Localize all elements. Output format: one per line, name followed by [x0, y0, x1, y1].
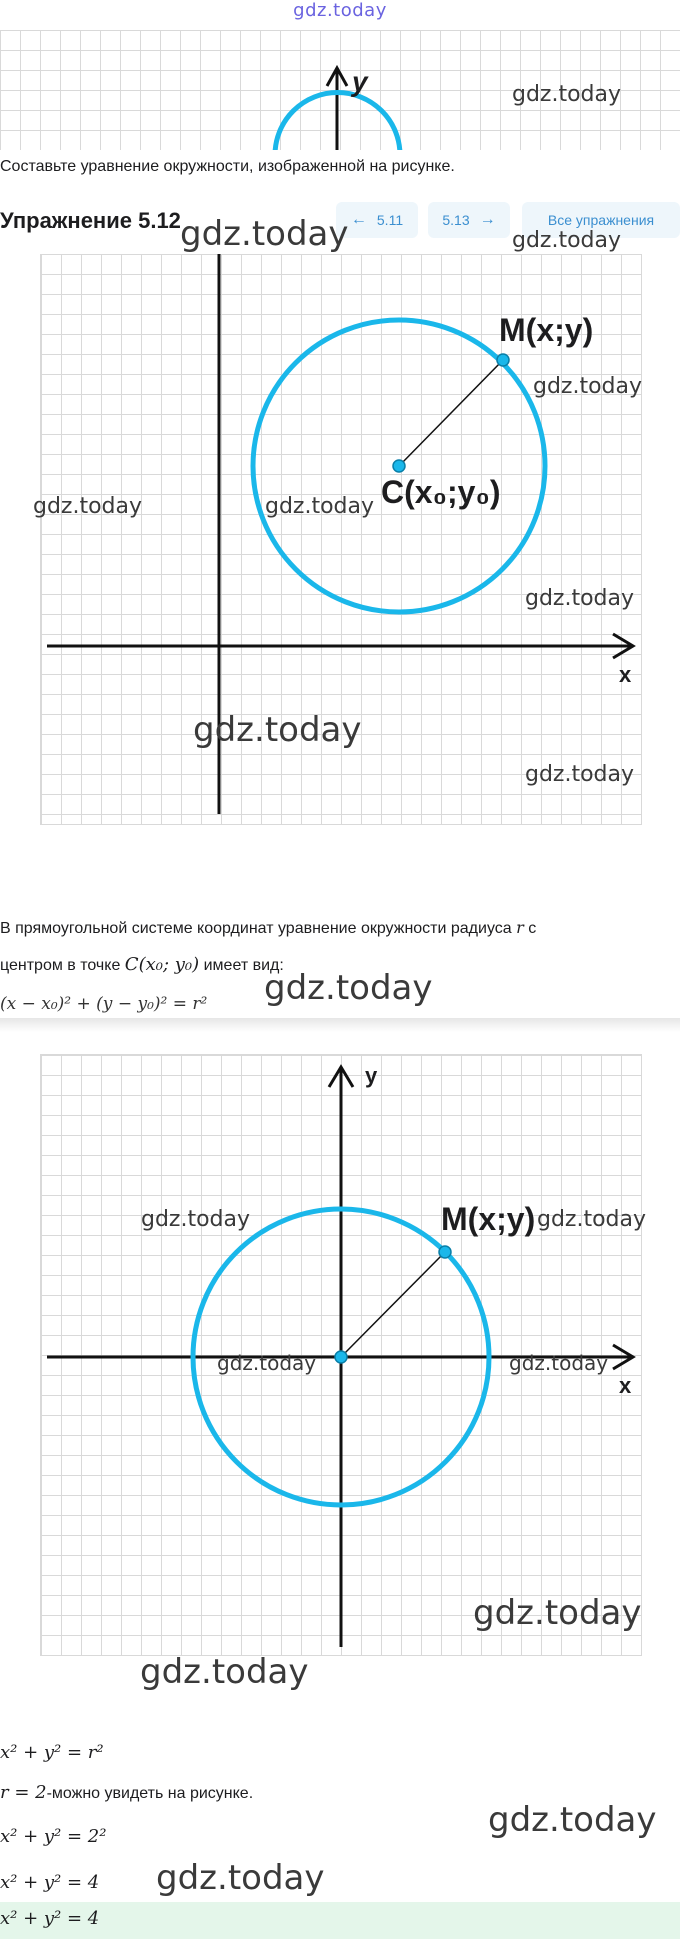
general-formula: (x − x₀)² + (y − y₀)² = r² — [0, 994, 208, 1014]
task-text: Составьте уравнение окружности, изображенной на рисунке. — [0, 158, 455, 175]
watermark: gdz.today — [488, 1800, 657, 1840]
watermark: gdz.today — [141, 1207, 251, 1232]
radius-text: -можно увидеть на рисунке. — [46, 1785, 254, 1802]
watermark: gdz.today — [525, 586, 635, 611]
watermark: gdz.today — [33, 494, 143, 519]
watermark: gdz.today — [264, 968, 433, 1008]
intro-r-math: r — [516, 918, 524, 937]
arrow-right-icon: → — [479, 211, 496, 228]
watermark: gdz.today — [537, 1207, 647, 1232]
prev-exercise-label: 5.11 — [376, 212, 404, 228]
watermark: gdz.today — [512, 82, 622, 107]
equation-1: x² + y² = r² — [0, 1742, 104, 1763]
watermark: gdz.today — [533, 374, 643, 399]
watermark: gdz.today — [180, 214, 349, 254]
site-logo[interactable]: gdz.today — [293, 0, 387, 21]
intro-text-c: центром в точке — [0, 957, 121, 974]
radius-line — [0, 1782, 253, 1803]
figure-2-grid — [40, 1054, 647, 1656]
radius-math: r = 2 — [0, 1782, 47, 1803]
watermark: gdz.today — [265, 494, 375, 519]
intro-text-a: В прямоугольной системе координат уравнение окружности радиуса — [0, 920, 512, 937]
answer-equation: x² + y² = 4 — [0, 1908, 100, 1929]
next-exercise-label: 5.13 — [442, 212, 470, 228]
figure-2-y-label: y — [365, 1063, 378, 1088]
section-divider — [0, 1018, 680, 1032]
next-exercise-button[interactable] — [428, 202, 510, 238]
watermark: gdz.today — [156, 1858, 325, 1898]
figure-1-grid — [33, 254, 643, 825]
exercise-title: Упражнение 5.12 — [0, 208, 181, 233]
figure-2-x-label: x — [619, 1373, 632, 1398]
figure-1-point-c-label: C(x₀;y₀) — [381, 474, 501, 510]
watermark: gdz.today — [217, 1351, 317, 1375]
intro-text-b: с — [528, 920, 537, 937]
watermark: gdz.today — [473, 1593, 642, 1633]
top-figure-crop — [0, 30, 680, 150]
all-exercises-label: Все упражнения — [547, 212, 655, 228]
watermark: gdz.today — [193, 710, 362, 750]
equation-3: x² + y² = 4 — [0, 1872, 100, 1893]
intro-center-math: C(x₀; y₀) — [124, 954, 200, 975]
watermark: gdz.today — [512, 228, 622, 253]
watermark: gdz.today — [509, 1351, 609, 1375]
top-figure-y-label: y — [352, 66, 368, 97]
figure-1-x-label: x — [619, 662, 632, 687]
arrow-left-icon: ← — [350, 211, 367, 228]
solution-intro-line-1 — [0, 918, 680, 938]
watermark: gdz.today — [525, 762, 635, 787]
equation-2: x² + y² = 2² — [0, 1826, 107, 1847]
watermark: gdz.today — [140, 1652, 309, 1692]
intro-text-d: имеет вид: — [203, 957, 284, 974]
figure-1-point-m-label: M(x;y) — [499, 312, 594, 348]
answer-highlight — [0, 1902, 680, 1939]
figure-2-point-m-label: M(x;y) — [441, 1201, 536, 1237]
